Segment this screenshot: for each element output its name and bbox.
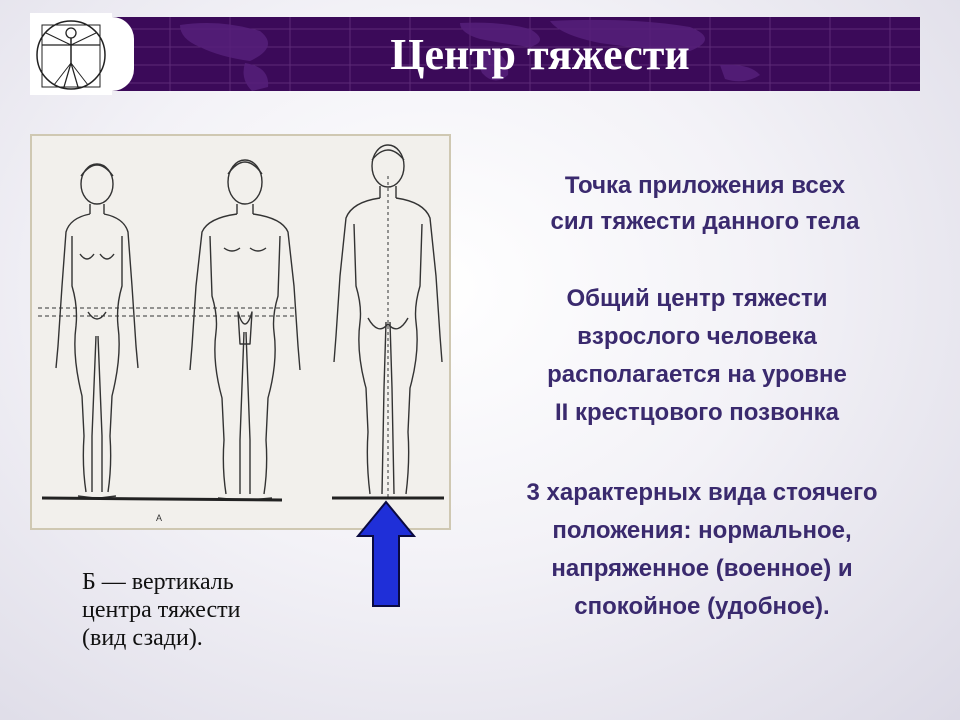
panel-letter: А xyxy=(156,513,163,523)
logo-panel xyxy=(30,13,112,95)
posture-types-text xyxy=(452,474,952,626)
location-text xyxy=(462,280,932,432)
ground-line-front xyxy=(42,498,282,500)
posture-figure-panel xyxy=(30,134,451,530)
female-front-figure xyxy=(56,164,138,498)
posture-types-line: спокойное (удобное). xyxy=(574,593,830,620)
caption-line: Б — вертикаль xyxy=(82,569,234,595)
location-line: взрослого человека xyxy=(577,323,817,350)
location-line: располагается на уровне xyxy=(547,361,847,388)
male-front-figure xyxy=(190,160,300,500)
up-arrow-icon xyxy=(356,500,416,608)
posture-types-line: положения: нормальное, xyxy=(552,517,852,544)
caption-line: (вид сзади). xyxy=(82,625,203,651)
location-line: Общий центр тяжести xyxy=(566,285,828,312)
definition-line: сил тяжести данного тела xyxy=(550,208,860,235)
posture-types-line: 3 характерных вида стоячего xyxy=(526,479,878,506)
location-line: II крестцового позвонка xyxy=(554,399,840,426)
vitruvian-man-icon xyxy=(30,13,112,95)
human-figures-illustration xyxy=(32,136,449,528)
definition-line: Точка приложения всех xyxy=(564,172,846,199)
definition-text xyxy=(470,168,940,240)
slide-title: Центр тяжести xyxy=(390,30,690,79)
figure-caption xyxy=(82,568,322,652)
caption-line: центра тяжести xyxy=(82,597,241,623)
posture-types-line: напряженное (военное) и xyxy=(551,555,853,582)
logo-tab-decoration xyxy=(112,17,134,91)
